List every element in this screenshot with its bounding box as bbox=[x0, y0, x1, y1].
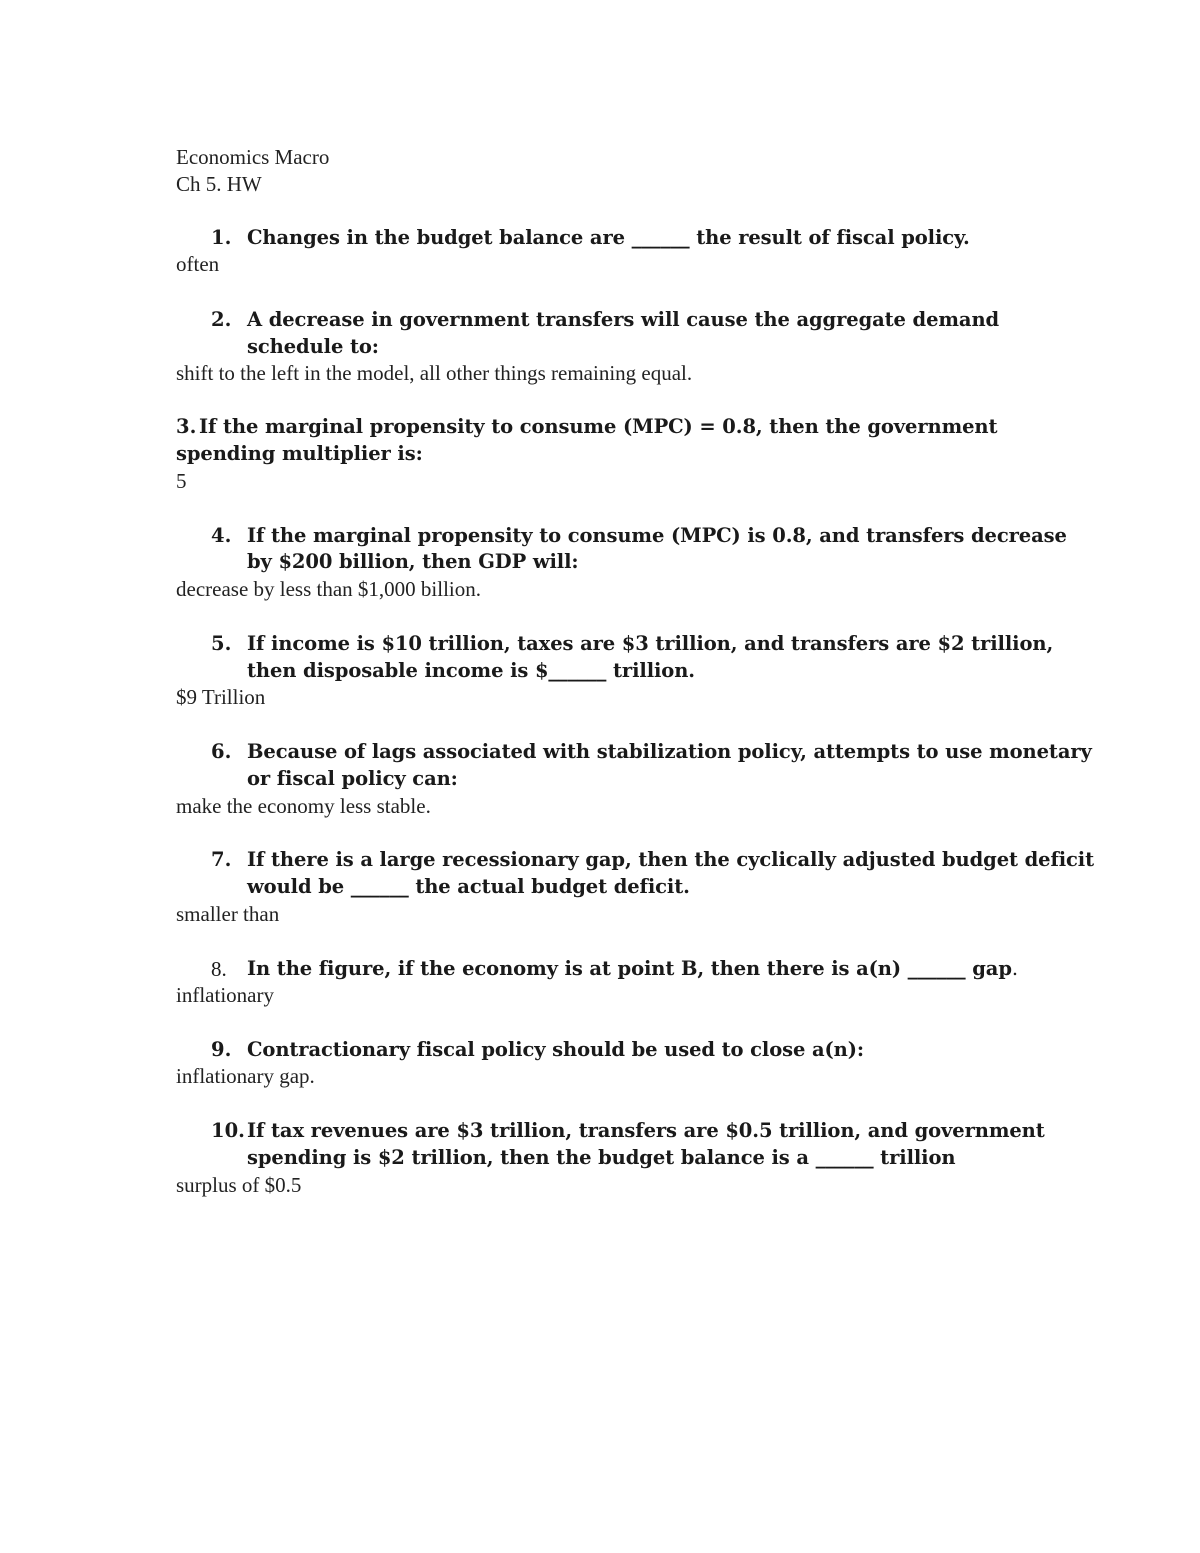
answer-text: smaller than bbox=[176, 902, 280, 926]
answer-text: decrease by less than $1,000 billion. bbox=[176, 577, 482, 601]
question-text: Contractionary fiscal policy should be used to close a(n): bbox=[247, 1038, 864, 1061]
question-text bbox=[247, 956, 1018, 982]
answer-text: inflationary gap. bbox=[176, 1064, 315, 1088]
question-text-continued: schedule to: bbox=[247, 335, 379, 358]
question-number: 5. bbox=[211, 632, 232, 655]
answer-text: surplus of $0.5 bbox=[176, 1173, 302, 1197]
answer-text: shift to the left in the model, all other things remaining equal. bbox=[176, 361, 693, 385]
question-text: Because of lags associated with stabilization policy, attempts to use monetary bbox=[247, 740, 1092, 763]
question-number: 2. bbox=[211, 308, 232, 331]
question-text-continued: or fiscal policy can: bbox=[247, 767, 458, 790]
question-number: 1. bbox=[211, 226, 232, 249]
answer-text: often bbox=[176, 252, 220, 276]
question-text: If the marginal propensity to consume (MPC) = 0.8, then the government bbox=[199, 415, 998, 438]
question-number: 8. bbox=[211, 957, 227, 981]
question-number: 4. bbox=[211, 524, 232, 547]
question-text: A decrease in government transfers will cause the aggregate demand bbox=[247, 308, 1000, 331]
question-number: 6. bbox=[211, 740, 232, 763]
question-number: 9. bbox=[211, 1038, 232, 1061]
question-text-continued: would be ______ the actual budget deficit. bbox=[247, 875, 690, 898]
question-text: If the marginal propensity to consume (MPC) is 0.8, and transfers decrease bbox=[247, 524, 1067, 547]
answer-text: make the economy less stable. bbox=[176, 794, 431, 818]
question-text: If income is $10 trillion, taxes are $3 trillion, and transfers are $2 trillion, bbox=[247, 632, 1054, 655]
question-text-continued: spending is $2 trillion, then the budget balance is a ______ trillion bbox=[247, 1146, 956, 1169]
question-number: 10. bbox=[211, 1119, 245, 1142]
question-text-bold: In the figure, if the economy is at point B, then there is a(n) ______ gap bbox=[247, 957, 1012, 980]
document-subtitle: Ch 5. HW bbox=[176, 172, 262, 196]
answer-text: 5 bbox=[176, 469, 187, 493]
question-text-continued: by $200 billion, then GDP will: bbox=[247, 550, 579, 573]
question-number: 7. bbox=[211, 848, 232, 871]
question-text: If tax revenues are $3 trillion, transfers are $0.5 trillion, and government bbox=[247, 1119, 1045, 1142]
question-text: Changes in the budget balance are ______ the result of fiscal policy. bbox=[247, 226, 970, 249]
question-text: If there is a large recessionary gap, then the cyclically adjusted budget deficit bbox=[247, 848, 1095, 871]
document-title: Economics Macro bbox=[176, 145, 330, 169]
answer-text: inflationary bbox=[176, 983, 274, 1007]
question-number: 3. bbox=[176, 415, 197, 438]
answer-text: $9 Trillion bbox=[176, 685, 266, 709]
question-trailing-period: . bbox=[1011, 957, 1018, 980]
question-text-continued: then disposable income is $______ trillion. bbox=[247, 659, 695, 682]
question-text-continued: spending multiplier is: bbox=[176, 442, 423, 465]
